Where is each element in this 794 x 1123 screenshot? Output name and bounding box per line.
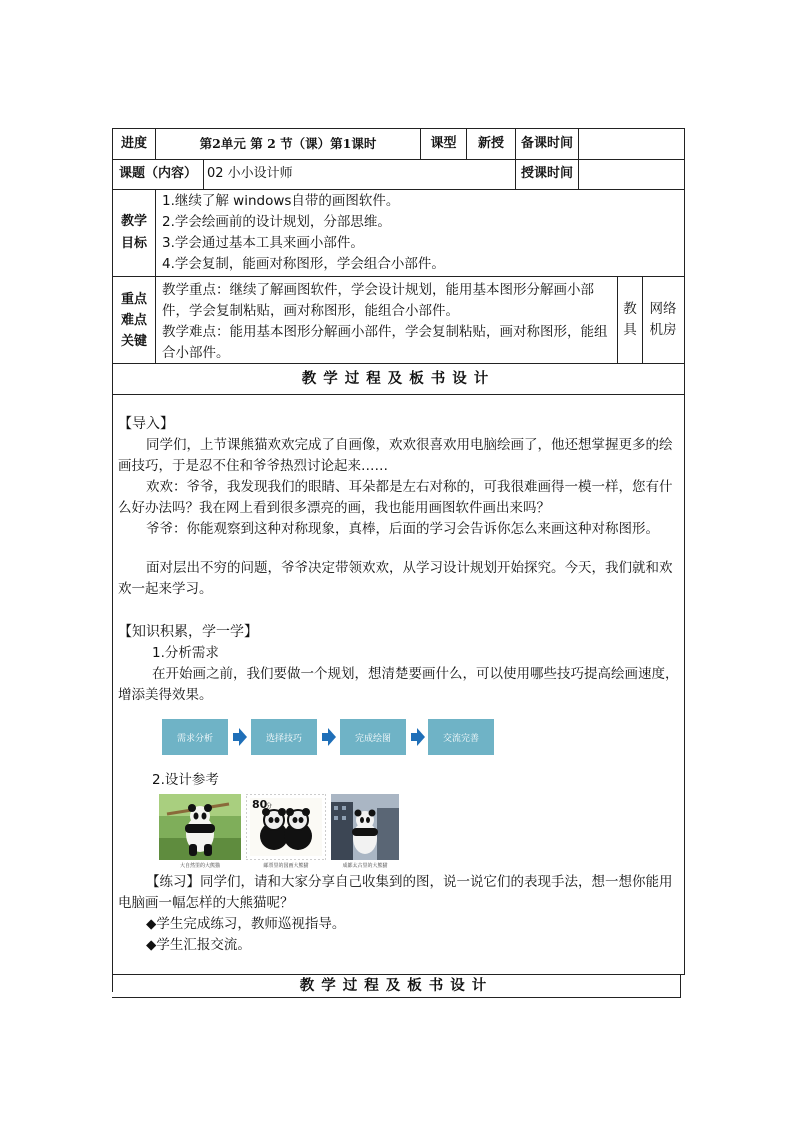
goals-list [162,191,612,275]
design-ref-title: 2.设计参考 [152,772,219,788]
goal-item: 4.学会复制，能画对称图形，学会组合小部件。 [162,256,445,272]
panda-building-image [331,794,399,860]
key-points-label: 重点难点关键 [120,291,147,349]
knowledge-heading: 【知识积累，学一学】 [118,624,258,640]
goal-item: 3.学会通过基本工具来画小部件。 [162,235,364,251]
aids-label: 教具 [623,301,637,338]
arrow-right-icon [411,728,425,746]
practice-bullet: ◆学生完成练习，教师巡视指导。 [146,916,346,932]
intro-paragraph: 欢欢：爷爷，我发现我们的眼睛、耳朵都是左右对称的，可我很难画得一模一样，您有什么好办法吗？我在网上看到很多漂亮的画，我也能用画图软件画出来吗？ [118,479,673,516]
prep-time-value[interactable] [579,129,684,159]
intro-paragraph: 面对层出不穷的问题，爷爷决定带领欢欢，从学习设计规划开始探究。今天，我们就和欢欢一起来学习。 [118,560,673,597]
analysis-text: 在开始画之前，我们要做一个规划，想清楚要画什么，可以使用哪些技巧提高绘画速度，增添美得效果。 [118,666,679,703]
goal-item: 2.学会绘画前的设计规划，分部思维。 [162,214,391,230]
practice-section [118,872,680,956]
knowledge-section [118,622,680,706]
practice-bullet: ◆学生汇报交流。 [146,937,251,953]
topic-label: 课题（内容） [118,166,197,182]
photo-caption: 成都太古里的大熊猫 [342,863,388,869]
flow-step: 交流完善 [428,719,494,755]
flow-step: 完成绘图 [340,719,406,755]
key-points-text [162,280,614,364]
progress-label: 进度 [120,135,147,151]
prep-time-label: 备课时间 [520,135,573,151]
intro-paragraph: 爷爷：你能观察到这种对称现象，真棒，后面的学习会告诉你怎么来画这种对称图形。 [146,521,659,537]
goal-item: 1.继续了解 windows自带的画图软件。 [162,193,400,209]
intro-section [118,414,680,600]
arrow-right-icon [322,728,336,746]
stamp-unit: 分 [266,803,273,810]
aids-value: 网络机房 [649,301,677,338]
analysis-title: 1.分析需求 [152,645,219,661]
teach-time-value[interactable] [579,160,684,189]
section-title: 教学过程及板书设计 [301,369,496,387]
photo-caption: 邮票里的国画大熊猫 [263,863,309,869]
difficult-point-text: 教学难点：能用基本图形分解画小部件，学会复制粘贴，画对称图形，能组合小部件。 [162,324,608,361]
goals-label: 教学目标 [120,214,147,251]
arrow-right-icon [233,728,247,746]
flow-step: 选择技巧 [251,719,317,755]
key-point-text: 教学重点：继续了解画图软件，学会设计规划，能用基本图形分解画小部件，学会复制粘贴，画对称图形，能组合小部件。 [162,282,594,319]
teach-time-label: 授课时间 [520,166,573,182]
panda-nature-image [159,794,241,860]
intro-heading: 【导入】 [118,416,174,432]
section-title-bottom: 教学过程及板书设计 [299,976,494,994]
type-label: 课型 [430,135,457,151]
flow-step: 需求分析 [162,719,228,755]
panda-stamp-image [246,794,326,860]
practice-text: 【练习】同学们，请和大家分享自己收集到的图，说一说它们的表现手法，想一想你能用电脑画一幅怎样的大熊猫呢？ [118,874,673,911]
topic-value: 02 小小设计师 [207,166,293,182]
photo-caption: 大自然里的大熊猫 [179,863,220,869]
intro-paragraph: 同学们，上节课熊猫欢欢完成了自画像，欢欢很喜欢用电脑绘画了，他还想掌握更多的绘画技巧，于是忍不住和爷爷热烈讨论起来…… [118,437,673,474]
type-value: 新授 [477,135,504,151]
stamp-value: 80 [252,798,268,811]
progress-value: 第2单元 第 2 节（课）第1课时 [199,136,377,152]
